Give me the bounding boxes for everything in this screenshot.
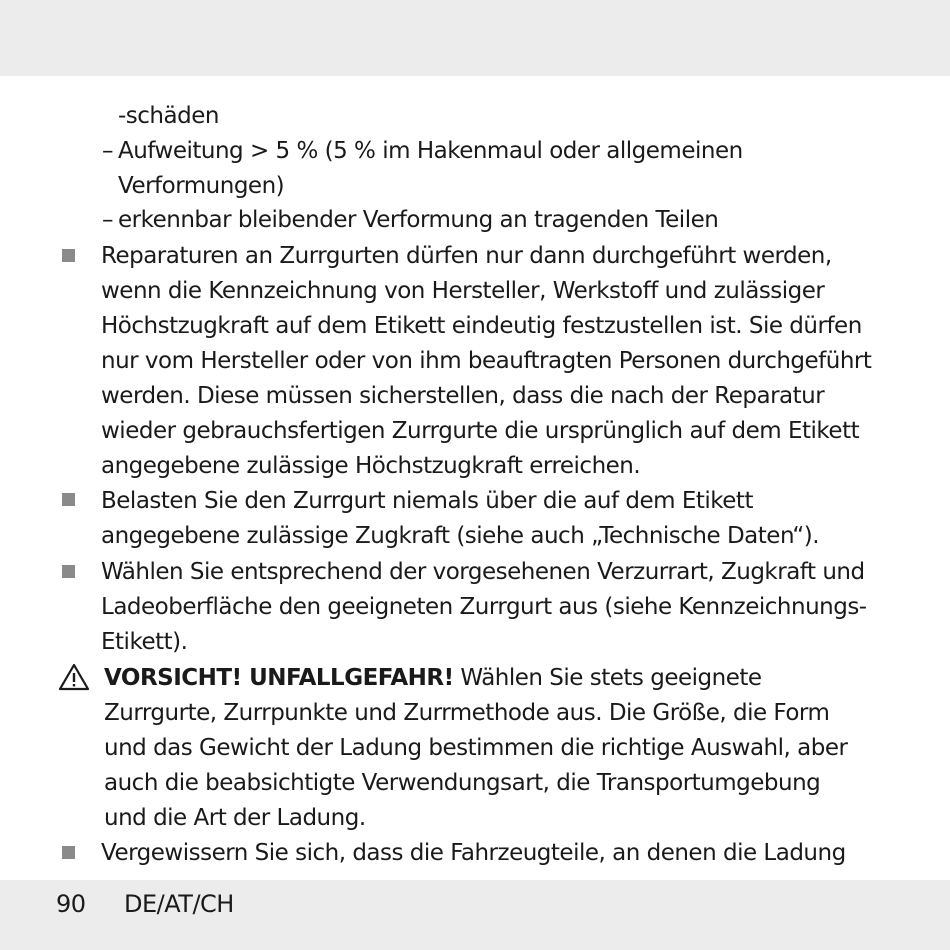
bullet-line: Vergewissern Sie sich, dass die Fahrzeugteile, an denen die Ladung [101,840,846,866]
square-bullet-icon [62,565,75,578]
bullet-line: Reparaturen an Zurrgurten dürfen nur dann durchgeführt werden, [101,243,832,269]
bullet-line: Höchstzugkraft auf dem Etikett eindeutig festzustellen ist. Sie dürfen [101,313,862,339]
warning-line: und die Art der Ladung. [104,805,366,831]
sublist-item-line: Verformungen) [118,173,285,199]
sublist-item-line: erkennbar bleibender Verformung an tragenden Teilen [118,207,719,233]
warning-text: Wählen Sie stets geeignete [453,665,762,691]
bullet-line: angegebene zulässige Zugkraft (siehe auch „Technische Daten“). [101,523,820,549]
dash-marker: – [102,207,114,233]
warning-heading: VORSICHT! UNFALLGEFAHR! [104,665,454,691]
sublist-item-line: Aufweitung > 5 % (5 % im Hakenmaul oder allgemeinen [118,138,743,164]
bullet-line: Ladeoberfläche den geeigneten Zurrgurt aus (siehe Kennzeichnungs- [101,594,867,620]
bullet-line: Wählen Sie entsprechend der vorgesehenen Verzurrart, Zugkraft und [101,559,865,585]
warning-first-line [104,663,762,693]
square-bullet-icon [62,249,75,262]
bullet-line: wieder gebrauchsfertigen Zurrgurte die ursprünglich auf dem Etikett [101,418,860,444]
continuation-line: -schäden [118,103,219,129]
warning-line: und das Gewicht der Ladung bestimmen die richtige Auswahl, aber [104,735,848,761]
warning-line: auch die beabsichtigte Verwendungsart, die Transportumgebung [104,770,821,796]
page-number: 90 [56,890,86,918]
bullet-line: werden. Diese müssen sicherstellen, dass die nach der Reparatur [101,383,825,409]
bullet-line: wenn die Kennzeichnung von Hersteller, Werkstoff und zulässiger [101,278,825,304]
bullet-line: angegebene zulässige Höchstzugkraft erreichen. [101,453,641,479]
header-band [0,0,950,76]
square-bullet-icon [62,846,75,859]
locale-label: DE/AT/CH [124,890,234,918]
warning-triangle-icon [58,663,90,691]
warning-line: Zurrgurte, Zurrpunkte und Zurrmethode aus. Die Größe, die Form [104,700,830,726]
bullet-line: nur vom Hersteller oder von ihm beauftragten Personen durchgeführt [101,348,872,374]
dash-marker: – [102,138,114,164]
square-bullet-icon [62,493,75,506]
bullet-line: Etikett). [101,629,188,655]
bullet-line: Belasten Sie den Zurrgurt niemals über die auf dem Etikett [101,488,753,514]
